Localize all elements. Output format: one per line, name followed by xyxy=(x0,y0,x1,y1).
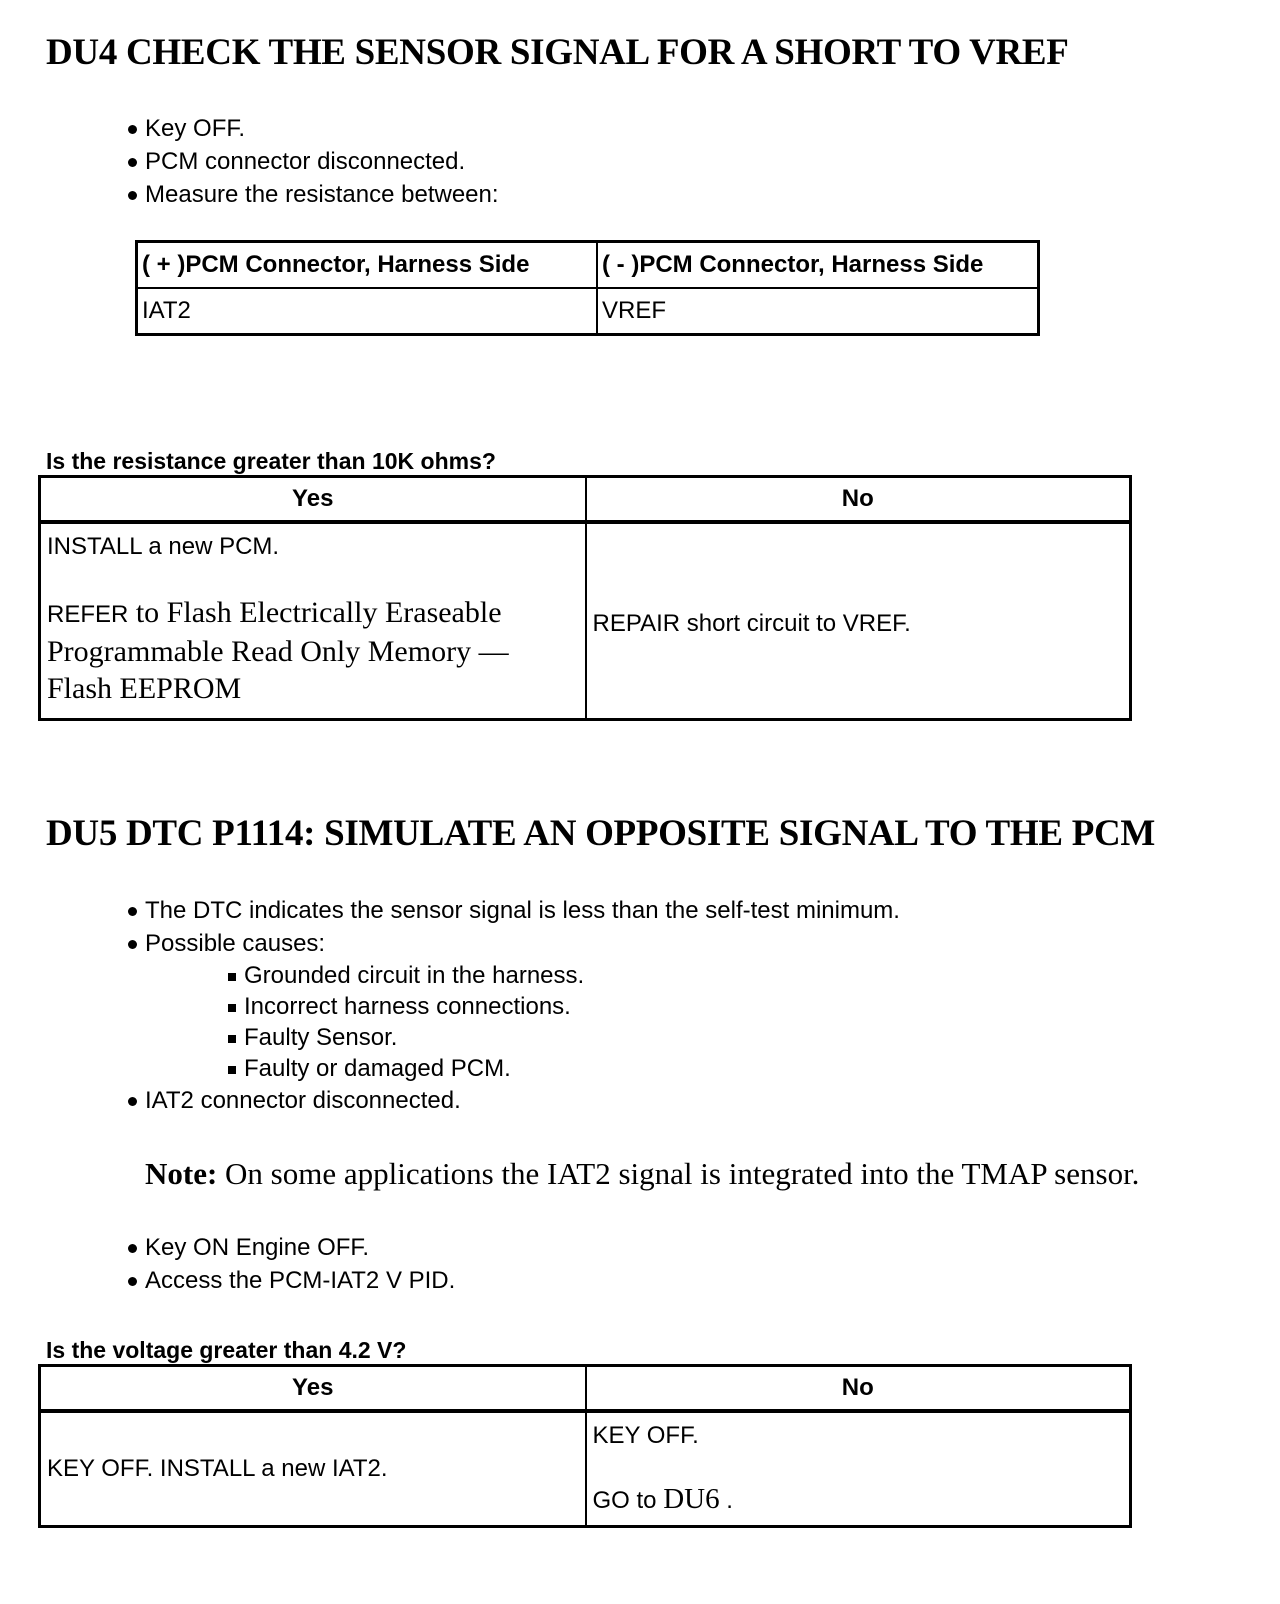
cause-item: Grounded circuit in the harness. xyxy=(128,960,900,991)
key-off-text: KEY OFF. xyxy=(592,1422,699,1449)
square-bullet-icon xyxy=(228,1035,236,1043)
question-resistance: Is the resistance greater than 10K ohms? xyxy=(46,448,496,474)
bullet-item: Key ON Engine OFF. xyxy=(128,1231,455,1264)
bullet-item: Measure the resistance between: xyxy=(128,178,499,211)
bullet-item: The DTC indicates the sensor signal is less than the self-test minimum. xyxy=(128,894,900,927)
refer-link[interactable]: to Flash Electrically Eraseable Programmable Read Only Memory — Flash EEPROM xyxy=(47,596,509,705)
decision-table-du4 xyxy=(38,475,1132,721)
header-yes: Yes xyxy=(40,1366,586,1412)
header-yes: Yes xyxy=(40,477,586,523)
cause-item: Faulty or damaged PCM. xyxy=(128,1053,900,1084)
du5-bullet-list-2 xyxy=(128,1231,455,1297)
section-title-du4: DU4 CHECK THE SENSOR SIGNAL FOR A SHORT TO VREF xyxy=(46,32,1069,73)
header-positive: ( + )PCM Connector, Harness Side xyxy=(137,242,598,289)
cause-item: Faulty Sensor. xyxy=(128,1022,900,1053)
cause-item: Incorrect harness connections. xyxy=(128,991,900,1022)
table-header-row xyxy=(137,242,1039,289)
square-bullet-icon xyxy=(228,973,236,981)
cell-negative: VREF xyxy=(597,288,1039,335)
bullet-icon xyxy=(128,191,137,200)
bullet-item: Possible causes: xyxy=(128,927,900,960)
bullet-icon xyxy=(128,158,137,167)
du4-bullet-list xyxy=(128,112,499,211)
bullet-item: PCM connector disconnected. xyxy=(128,145,499,178)
table-row xyxy=(40,522,1131,720)
cell-no: REPAIR short circuit to VREF. xyxy=(586,522,1131,720)
bullet-icon xyxy=(128,1097,137,1106)
note-label: Note: xyxy=(145,1156,218,1191)
table-header-row xyxy=(40,477,1131,523)
question-voltage: Is the voltage greater than 4.2 V? xyxy=(46,1337,407,1363)
note-text: On some applications the IAT2 signal is integrated into the TMAP sensor. xyxy=(217,1156,1140,1191)
table-row xyxy=(137,288,1039,335)
header-no: No xyxy=(586,477,1131,523)
bullet-item: IAT2 connector disconnected. xyxy=(128,1084,900,1117)
bullet-item: Key OFF. xyxy=(128,112,499,145)
bullet-icon xyxy=(128,1277,137,1286)
bullet-icon xyxy=(128,940,137,949)
bullet-icon xyxy=(128,907,137,916)
table-header-row xyxy=(40,1366,1131,1412)
cell-yes xyxy=(40,522,586,720)
decision-table-du5 xyxy=(38,1364,1132,1528)
square-bullet-icon xyxy=(228,1066,236,1074)
du5-bullet-list xyxy=(128,894,900,1117)
measurement-table xyxy=(135,240,1040,336)
cell-yes: KEY OFF. INSTALL a new IAT2. xyxy=(40,1411,586,1527)
refer-text: REFER to Flash Electrically Eraseable Programmable Read Only Memory — Flash EEPROM xyxy=(47,596,509,705)
table-row xyxy=(40,1411,1131,1527)
header-no: No xyxy=(586,1366,1131,1412)
bullet-item: Access the PCM-IAT2 V PID. xyxy=(128,1264,455,1297)
note xyxy=(145,1156,1139,1192)
goto-du6-link[interactable]: DU6 xyxy=(663,1483,720,1515)
square-bullet-icon xyxy=(228,1004,236,1012)
cell-positive: IAT2 xyxy=(137,288,598,335)
goto-text: GO to DU6 . xyxy=(592,1483,733,1515)
install-pcm-text: INSTALL a new PCM. xyxy=(47,533,280,560)
section-title-du5: DU5 DTC P1114: SIMULATE AN OPPOSITE SIGNAL TO THE PCM xyxy=(46,813,1156,854)
header-negative: ( - )PCM Connector, Harness Side xyxy=(597,242,1039,289)
bullet-icon xyxy=(128,125,137,134)
cell-no xyxy=(586,1411,1131,1527)
bullet-icon xyxy=(128,1244,137,1253)
